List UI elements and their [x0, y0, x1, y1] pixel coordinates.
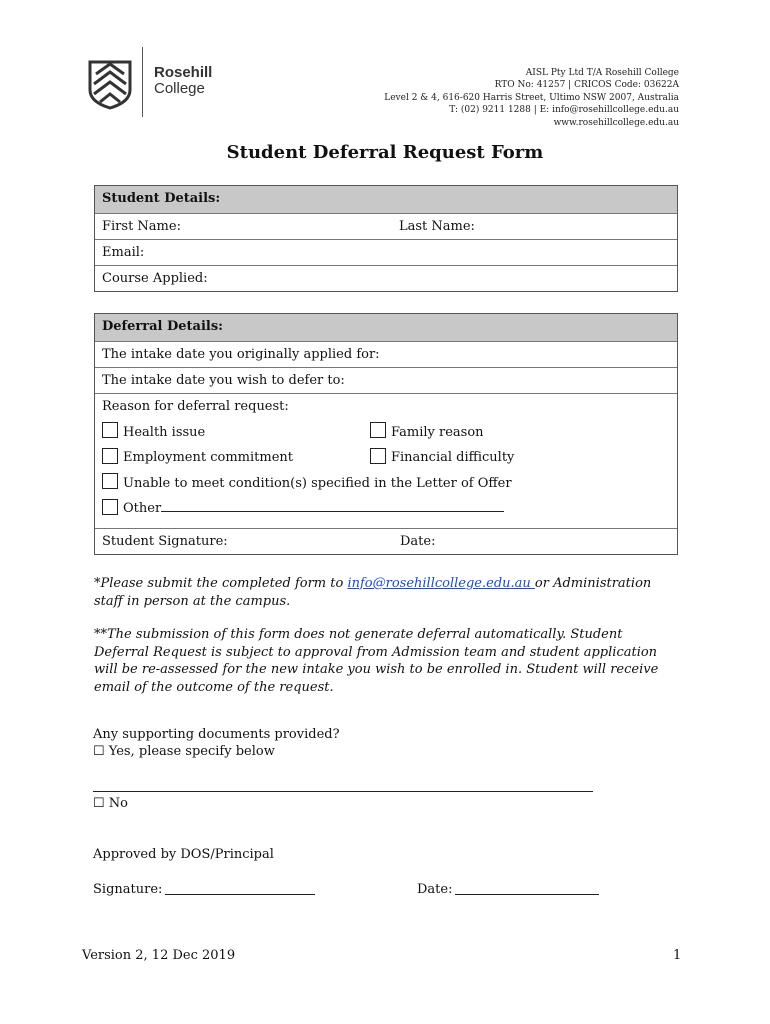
- course-applied-field[interactable]: Course Applied:: [95, 265, 677, 291]
- deferral-details-heading: Deferral Details:: [95, 314, 677, 341]
- health-issue-checkbox[interactable]: [102, 422, 118, 438]
- contact-block: [384, 67, 679, 129]
- contact-company: AISL Pty Ltd T/A Rosehill College: [525, 68, 679, 78]
- approval-signature-line[interactable]: [165, 894, 315, 895]
- supporting-docs-question: Any supporting documents provided?: [93, 727, 340, 742]
- last-name-field[interactable]: Last Name:: [399, 219, 475, 234]
- other-label: Other: [123, 501, 162, 516]
- original-intake-field[interactable]: The intake date you originally applied for:: [95, 341, 677, 367]
- conditions-checkbox[interactable]: [102, 473, 118, 489]
- logo-wordmark: [154, 65, 212, 97]
- logo-name-line1: Rosehill: [154, 64, 213, 81]
- contact-phone-email: T: (02) 9211 1288 | E: info@rosehillcollege.edu.au: [449, 105, 679, 116]
- signature-row: [95, 528, 677, 554]
- employment-commitment-label: Employment commitment: [123, 450, 293, 465]
- reason-row-3: [102, 471, 677, 497]
- contact-address: Level 2 & 4, 616-620 Harris Street, Ultimo NSW 2007, Australia: [384, 92, 679, 103]
- defer-intake-field[interactable]: The intake date you wish to defer to:: [95, 367, 677, 393]
- submit-note-prefix: *Please submit the completed form to: [94, 576, 348, 591]
- reason-row-1: [102, 420, 677, 446]
- family-reason-label: Family reason: [391, 424, 484, 440]
- email-field[interactable]: Email:: [95, 239, 677, 265]
- approval-date-label: Date:: [417, 882, 453, 897]
- family-reason-checkbox[interactable]: [370, 422, 386, 438]
- page-title: Student Deferral Request Form: [226, 142, 544, 163]
- deferral-disclaimer: **The submission of this form does not generate deferral automatically. Student Deferral Request is subject to approval from Admission team and student application will be re-assessed for the new intake you wish to be enrolled in. Student will receive email of the outcome of the request.: [94, 627, 659, 695]
- other-checkbox[interactable]: [102, 499, 118, 515]
- supporting-specify-line[interactable]: [93, 791, 593, 792]
- contact-website: www.rosehillcollege.edu.au: [553, 117, 679, 128]
- student-details-table: [94, 185, 678, 292]
- submission-note: [94, 575, 674, 610]
- page-number: 1: [673, 948, 682, 963]
- reason-label: Reason for deferral request:: [102, 399, 289, 414]
- approval-signature-label: Signature:: [93, 882, 163, 897]
- reason-row-2: [102, 445, 677, 471]
- deferral-details-table: [94, 313, 678, 555]
- supporting-yes-option[interactable]: ☐ Yes, please specify below: [93, 744, 275, 759]
- approval-label: Approved by DOS/Principal: [93, 847, 274, 862]
- student-details-heading: Student Details:: [95, 186, 677, 213]
- approval-date-line[interactable]: [455, 894, 599, 895]
- college-logo: [88, 47, 248, 119]
- conditions-label: Unable to meet condition(s) specified in the Letter of Offer: [123, 475, 512, 491]
- employment-commitment-checkbox[interactable]: [102, 448, 118, 464]
- logo-name-line2: College: [154, 80, 205, 97]
- reason-section: [95, 393, 677, 528]
- rosehill-shield-icon: [88, 60, 132, 110]
- student-signature-field[interactable]: Student Signature:: [102, 533, 228, 549]
- health-issue-label: Health issue: [123, 424, 206, 440]
- logo-divider: [142, 47, 143, 117]
- info-email-link[interactable]: info@rosehillcollege.edu.au: [347, 576, 535, 591]
- financial-difficulty-label: Financial difficulty: [391, 450, 515, 465]
- name-row: [95, 213, 677, 239]
- submit-note-suffix: or Administration staff in person at the campus.: [94, 576, 652, 609]
- supporting-no-option[interactable]: ☐ No: [93, 796, 128, 811]
- other-specify-line[interactable]: [161, 497, 504, 512]
- financial-difficulty-checkbox[interactable]: [370, 448, 386, 464]
- student-date-field[interactable]: Date:: [400, 533, 436, 549]
- contact-rto: RTO No: 41257 | CRICOS Code: 03622A: [494, 80, 679, 91]
- first-name-field[interactable]: First Name:: [102, 219, 181, 234]
- footer-version: Version 2, 12 Dec 2019: [82, 948, 236, 963]
- reason-row-4: [102, 496, 677, 522]
